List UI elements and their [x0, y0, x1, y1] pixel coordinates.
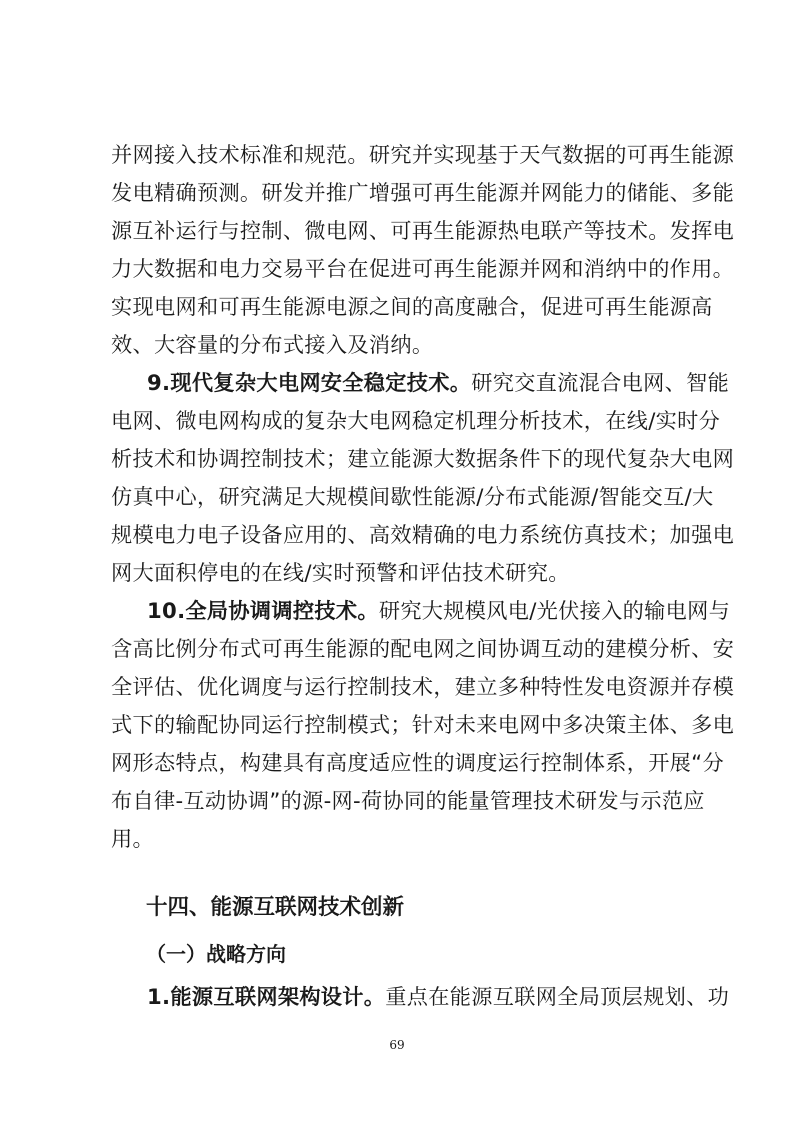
item-9-text: 研究交直流混合电网、智能: [471, 370, 730, 395]
text-line: [111, 364, 730, 402]
text-line: 用。: [111, 826, 154, 851]
text-line: [111, 978, 730, 1016]
text-line: 仿真中心，研究满足大规模间歇性能源/分布式能源/智能交互/大: [111, 484, 714, 509]
item-1-text: 重点在能源互联网全局顶层规划、功: [385, 984, 730, 1009]
text-line: 含高比例分布式可再生能源的配电网之间协调互动的建模分析、安: [111, 636, 735, 661]
text-line: 并网接入技术标准和规范。研究并实现基于天气数据的可再生能源: [111, 142, 735, 167]
text-line: 力大数据和电力交易平台在促进可再生能源并网和消纳中的作用。: [111, 256, 735, 281]
text-line: 效、大容量的分布式接入及消纳。: [111, 332, 434, 357]
text-line: 布自律-互动协调”的源-网-荷协同的能量管理技术研发与示范应: [111, 788, 705, 813]
item-1-title: 1.能源互联网架构设计。: [147, 984, 386, 1009]
text-line: 电网、微电网构成的复杂大电网稳定机理分析技术，在线/实时分: [111, 408, 721, 433]
text-line: 实现电网和可再生能源电源之间的高度融合，促进可再生能源高: [111, 294, 713, 319]
section-heading: 十四、能源互联网技术创新: [146, 895, 405, 920]
item-10-text: 研究大规模风电/光伏接入的输电网与: [378, 598, 731, 623]
text-line: 式下的输配协同运行控制模式；针对未来电网中多决策主体、多电: [111, 712, 735, 737]
text-line: 网形态特点，构建具有高度适应性的调度运行控制体系，开展“分: [111, 750, 724, 775]
item-10-title: 10.全局协调调控技术。: [147, 598, 379, 623]
text-line: 源互补运行与控制、微电网、可再生能源热电联产等技术。发挥电: [111, 218, 735, 243]
text-line: 规模电力电子设备应用的、高效精确的电力系统仿真技术；加强电: [111, 522, 735, 547]
text-line: [111, 592, 731, 630]
text-line: 全评估、优化调度与运行控制技术，建立多种特性发电资源并存模: [111, 674, 735, 699]
subsection-heading: （一）战略方向: [146, 942, 286, 966]
text-line: 析技术和协调控制技术；建立能源大数据条件下的现代复杂大电网: [111, 446, 735, 471]
text-line: 发电精确预测。研发并推广增强可再生能源并网能力的储能、多能: [111, 180, 735, 205]
paragraph-item-9: [111, 364, 735, 592]
item-9-title: 9.现代复杂大电网安全稳定技术。: [147, 370, 472, 395]
paragraph-grid-integration: [111, 136, 735, 364]
paragraph-item-10: [111, 592, 735, 858]
page-number: 69: [389, 1038, 405, 1052]
text-line: 网大面积停电的在线/实时预警和评估技术研究。: [111, 560, 570, 585]
paragraph-item-1: [111, 978, 730, 1016]
